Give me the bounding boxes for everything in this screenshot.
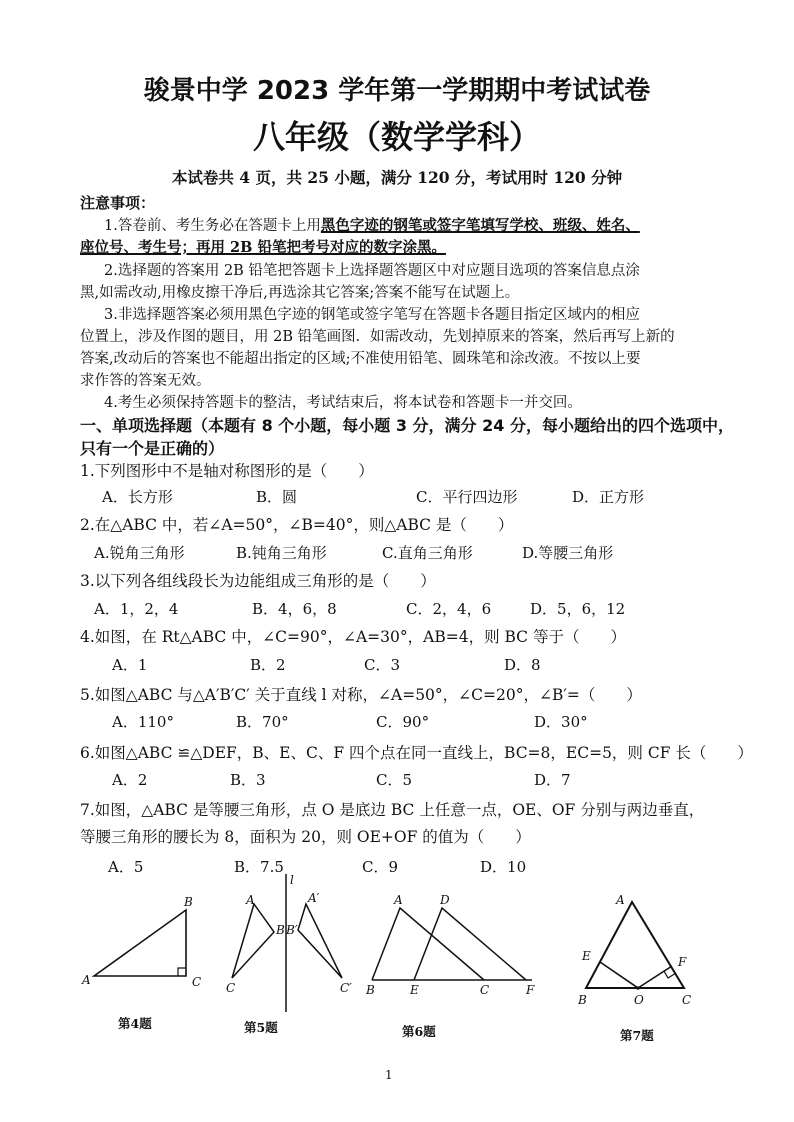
fig5-label-a-prime: A′ (308, 891, 320, 905)
fig4-label-a: A (82, 973, 91, 987)
note-4: 4.考生必须保持答题卡的整洁，考试结束后，将本试卷和答题卡一并交回。 (104, 395, 582, 411)
fig7-segment-oe (600, 962, 638, 988)
note-2-cont: 黑,如需改动,用橡皮擦干净后,再选涂其它答案;答案不能写在试题上。 (80, 285, 520, 301)
question-4-option-a[interactable]: A．1 (112, 656, 148, 674)
question-2-option-c[interactable]: C.直角三角形 (382, 544, 473, 562)
section-1-heading-cont: 只有一个是正确的） (80, 439, 225, 458)
note-3-cont2: 答案,改动后的答案也不能超出指定的区域;不准使用铅笔、圆珠笔和涂改液。不按以上要 (80, 351, 641, 367)
fig7-label-e: E (582, 949, 591, 963)
fig5-label-a: A (246, 893, 255, 907)
question-7-option-c[interactable]: C．9 (362, 858, 399, 876)
fig5-label-b-prime: B′ (286, 923, 298, 937)
fig6-label-f: F (526, 983, 535, 997)
question-4-option-c[interactable]: C．3 (364, 656, 401, 674)
exam-info: 本试卷共 4 页，共 25 小题，满分 120 分，考试用时 120 分钟 (171, 168, 623, 187)
question-2-stem: 2.在△ABC 中，若∠A=50°，∠B=40°，则△ABC 是（ ） (80, 516, 514, 534)
figure-7-caption: 第7题 (620, 1028, 654, 1043)
figure-5-caption: 第5题 (244, 1020, 278, 1035)
exam-title: 骏景中学 2023 学年第一学期期中考试试卷 (143, 76, 651, 106)
fig4-right-angle-mark (178, 968, 186, 976)
question-5-stem: 5.如图△ABC 与△A′B′C′ 关于直线 l 对称，∠A=50°，∠C=20°，∠B′=（ ） (80, 686, 642, 704)
question-3-stem: 3.以下列各组线段长为边能组成三角形的是（ ） (80, 572, 436, 590)
question-4-option-b[interactable]: B．2 (250, 656, 286, 674)
note-2: 2.选择题的答案用 2B 铅笔把答题卡上选择题答题区中对应题目选项的答案信息点涂 (104, 263, 640, 279)
question-6-option-c[interactable]: C．5 (376, 771, 413, 789)
fig5-triangle-a1b1c1 (298, 904, 342, 978)
fig5-label-l: l (290, 873, 294, 887)
fig4-triangle (94, 910, 186, 976)
note-3: 3.非选择题答案必须用黑色字迹的钢笔或签字笔写在答题卡各题目指定区域内的相应 (104, 307, 640, 323)
notes-heading: 注意事项： (80, 194, 156, 212)
figure-6 (362, 888, 552, 998)
fig4-label-b: B (184, 895, 193, 909)
question-7-option-d[interactable]: D．10 (480, 858, 527, 876)
note-3-cont1: 位置上，涉及作图的题目，用 2B 铅笔画图．如需改动，先划掉原来的答案，然后再写上新的 (80, 329, 675, 345)
question-6-option-a[interactable]: A．2 (112, 771, 148, 789)
note-1 (104, 214, 640, 235)
fig5-label-c: C (226, 981, 236, 995)
section-1-heading: 一、单项选择题（本题有 8 个小题，每小题 3 分，满分 24 分，每小题给出的四个选项中， (80, 416, 734, 435)
question-3-option-c[interactable]: C．2，4，6 (406, 600, 492, 618)
note-1-underlined: 黑色字迹的钢笔或签字笔填写学校、班级、姓名、 (320, 217, 640, 234)
question-1-option-a[interactable]: A．长方形 (102, 488, 173, 506)
fig5-triangle-abc (232, 904, 274, 978)
fig5-label-c-prime: C′ (340, 981, 352, 995)
question-3-option-b[interactable]: B．4，6，8 (252, 600, 337, 618)
fig7-label-b: B (578, 993, 587, 1007)
question-4-option-d[interactable]: D．8 (504, 656, 541, 674)
question-6-option-b[interactable]: B．3 (230, 771, 266, 789)
figure-5 (222, 870, 362, 1020)
fig7-label-c: C (682, 993, 692, 1007)
fig7-point-o (636, 986, 640, 990)
figure-6-caption: 第6题 (402, 1024, 436, 1039)
note-3-cont3: 求作答的答案无效。 (80, 373, 211, 389)
fig6-label-c: C (480, 983, 490, 997)
exam-subtitle: 八年级（数学学科） (252, 118, 541, 156)
fig6-label-b: B (366, 983, 375, 997)
fig6-label-e: E (410, 983, 419, 997)
question-5-option-b[interactable]: B．70° (236, 713, 289, 731)
question-5-option-c[interactable]: C．90° (376, 713, 430, 731)
fig7-label-o: O (634, 993, 644, 1007)
question-1-option-c[interactable]: C．平行四边形 (416, 488, 518, 506)
question-1-option-d[interactable]: D．正方形 (572, 488, 645, 506)
fig7-label-a: A (616, 893, 625, 907)
question-7-stem-cont: 等腰三角形的腰长为 8，面积为 20，则 OE+OF 的值为（ ） (80, 828, 531, 846)
question-6-stem: 6.如图△ABC ≌△DEF，B、E、C、F 四个点在同一直线上，BC=8，EC=5，则 CF 长（ ） (80, 744, 753, 762)
fig4-label-c: C (192, 975, 202, 989)
question-1-stem: 1.下列图形中不是轴对称图形的是（ ） (80, 462, 374, 480)
question-7-option-a[interactable]: A．5 (108, 858, 144, 876)
question-1-option-b[interactable]: B．圆 (256, 488, 298, 506)
question-7-option-b[interactable]: B．7.5 (234, 858, 284, 876)
fig6-label-a: A (394, 893, 403, 907)
question-3-option-d[interactable]: D．5，6，12 (530, 600, 626, 618)
question-3-option-a[interactable]: A．1，2，4 (94, 600, 179, 618)
note-1-cont: 座位号、考生号；再用 2B 铅笔把考号对应的数字涂黑。 (80, 239, 446, 256)
question-4-stem: 4.如图，在 Rt△ABC 中，∠C=90°，∠A=30°，AB=4，则 BC 等于（ ） (80, 628, 626, 646)
fig7-label-f: F (678, 955, 687, 969)
question-5-option-d[interactable]: D．30° (534, 713, 588, 731)
question-5-option-a[interactable]: A．110° (112, 713, 174, 731)
page-number: 1 (385, 1068, 393, 1082)
fig7-triangle (586, 902, 684, 988)
note-1-text: 1.答卷前、考生务必在答题卡上用 (104, 218, 321, 234)
question-2-option-d[interactable]: D.等腰三角形 (522, 544, 614, 562)
figure-4-caption: 第4题 (118, 1016, 152, 1031)
figure-7 (572, 884, 702, 1014)
fig6-label-d: D (440, 893, 450, 907)
fig5-label-b: B (276, 923, 285, 937)
question-2-option-a[interactable]: A.锐角三角形 (94, 544, 185, 562)
question-7-stem: 7.如图，△ABC 是等腰三角形，点 O 是底边 BC 上任意一点，OE、OF 分别与两边垂直， (80, 801, 705, 819)
question-6-option-d[interactable]: D．7 (534, 771, 571, 789)
figure-4 (80, 890, 210, 1000)
question-2-option-b[interactable]: B.钝角三角形 (236, 544, 327, 562)
fig6-triangle-def (414, 908, 526, 980)
